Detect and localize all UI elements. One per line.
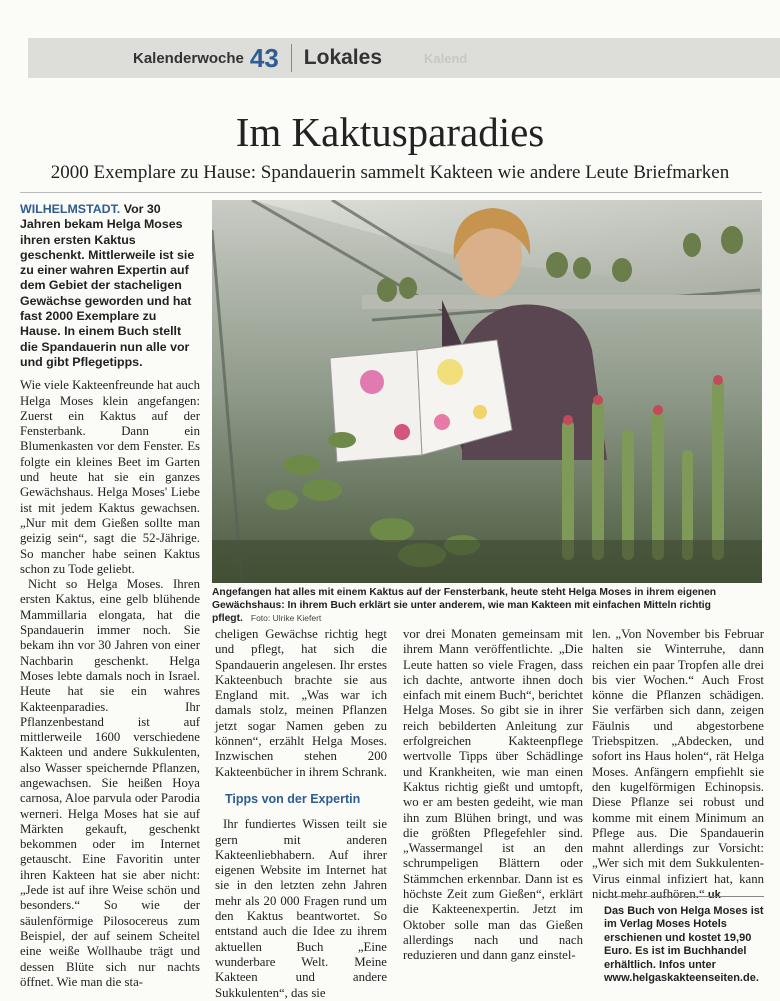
closing-text: len. „Von November bis Februar halten sie Winterruhe, dann reichen ein paar Tropfen alle drei bis vier Wochen.“ Auch Frost könne die Pflanzen schädigen. Sie verfärben sich dann, zeigen Fäulnis und abgestorbene Triebspitzen. „Abdecken, und sofort ins Haus holen“, rät Helga Moses. Anfängern empfiehlt sie den kugelförmigen Echinopsis. Diese Pflanze sei robust und komme mit einem Minimum an Pflege aus. Die Spandauerin mahnt allerdings zur Vorsicht: „Wer sich mit dem Sukkulenten-Virus einmal infiziert hat, kann nicht mehr aufhören.“: [592, 627, 764, 902]
lead-paragraph: [20, 202, 200, 370]
photo-credit: Foto: Ulrike Kiefert: [250, 613, 322, 623]
article-column-4: [592, 627, 764, 903]
week-label: Kalenderwoche: [133, 49, 244, 67]
subheadline: 2000 Exemplare zu Hause: Spandauerin sammelt Kakteen wie andere Leute Briefmarken: [50, 162, 730, 183]
dateline: WILHELMSTADT.: [20, 202, 121, 216]
photo-caption: [212, 586, 762, 625]
body-paragraph: vor drei Monaten gemeinsam mit ihrem Mann veröffentlichte. „Die Leute hatten so viele Fragen, dass ich dachte, antworte ihnen doch einfach mit einem Buch“, berichtet Helga Moses. So gibt sie in ihrer reich bebilderten Anleitung zur erfolgreichen Kakteenpflege wertvolle Tipps über Schädlinge und Krankheiten, wie man einen Kaktus richtig gießt und umtopft, wo er am besten gedeiht, wie man ihn zum Blühen bringt, und was die größten Pflegefehler sind. „Wassermangel ist an den schrumpeligen Blättern oder Stämmchen erkennbar. Dann ist es höchste Zeit zum Gießen“, erklärt die Kakteenexpertin. Jetzt im Oktober solle man das Gießen allerdings nach und nach reduzieren und dann ganz einstel-: [403, 627, 583, 963]
week-number: 43: [249, 42, 279, 73]
article-column-2: [215, 627, 387, 1001]
article-column-1: [20, 202, 200, 990]
article-photo: [212, 200, 762, 583]
body-paragraph: Nicht so Helga Moses. Ihren ersten Kaktus, eine gelb blühende Mammillaria elongata, hat die Spandauerin immer noch. Sie bekam ihn vor 30 Jahren von einer Nachbarin geschenkt. Helga Moses lebte damals noch in Israel. Heute hat sie ein wahres Kakteenparadies. Ihr Pflanzenbestand ist auf mittlerweile 1600 verschiedene Kakteen und andere Sukkulenten, also Wasser speichernde Pflanzen, angewachsen. Sie heißen Hoya carnosa, Aloe parvula oder Parodia werneri. Helga Moses hat sie auf Märkten gekauft, geschenkt bekommen oder im Internet getauscht. Eine Favoritin unter ihren Kakteen hat sie aber nicht: „Jede ist auf ihre Weise schön und besonders.“ So wie der säulenförmige Pilosocereus zum Beispiel, der auf seinem Scheitel eine weiße Wollhaube trägt und dessen Blüte sich nur nachts öffnet. Wie man die sta-: [20, 577, 200, 989]
caption-text: Angefangen hat alles mit einem Kaktus auf der Fensterbank, heute steht Helga Moses in ihrem eigenen Gewächshaus: In ihrem Buch erklärt sie unter anderem, wie man Kakteen mit einfachen Mitteln richtig pflegt.: [212, 587, 717, 624]
header-divider: [291, 44, 292, 72]
article-column-3: [403, 627, 583, 964]
headline-rule: [20, 192, 762, 193]
greenhouse-photo-illustration: [212, 200, 762, 583]
subheading: Tipps von der Expertin: [225, 791, 361, 806]
body-paragraph: [592, 627, 764, 903]
section-title: Lokales: [303, 46, 383, 69]
body-paragraph: Ihr fundiertes Wissen teilt sie gern mit anderen Kakteenliebhabern. Auf ihrer eigenen Website im Internet hat sie in den letzten zehn Jahren mehr als 20 000 Fragen rund um den Kaktus beantwortet. So entstand auch die Idee zu ihrem aktuellen Buch „Eine wunderbare Welt. Meine Kakteen und andere Sukkulenten“, das sie: [215, 817, 387, 1000]
headline: Im Kaktusparadies: [235, 109, 545, 155]
author-initials: uk: [707, 889, 721, 902]
section-header: [28, 38, 780, 78]
body-paragraph: Wie viele Kakteenfreunde hat auch Helga Moses klein angefangen: Zuerst ein Kaktus auf der Fensterbank. Dann ein Blumenkasten vor dem Fenster. Es folgte ein kleines Beet im Garten und heute hat sie ein ganzes Gewächshaus. Helga Moses' Liebe ist mit jedem Kaktus gewachsen. „Nur mit dem Gießen sollte man geizig sein“, sagt die 52-Jährige. So mancher habe seinen Kaktus schon zu Tode geliebt.: [20, 378, 200, 576]
body-paragraph: cheligen Gewächse richtig hegt und pflegt, hat sich die Spandauerin angelesen. Ihr erstes Kakteenbuch brachte sie aus England mit. „Was war ich damals stolz, meinen Pflanzen jetzt sogar Namen geben zu können“, erzählt Helga Moses. Inzwischen stehen 200 Kakteenbücher in ihrem Schrank.: [215, 627, 387, 779]
bleed-through-text: Kalend: [424, 50, 468, 66]
book-info-box: Das Buch von Helga Moses ist im Verlag Moses Hotels erschienen und kostet 19,90 Euro. Es ist im Buchhandel erhältlich. Infos unter www.helgaskakteenseiten.de.: [604, 896, 764, 985]
lead-text: Vor 30 Jahren bekam Helga Moses ihren ersten Kaktus geschenkt. Mittlerweile ist sie zu einer wahren Expertin auf dem Gebiet der stacheligen Gewächse geworden und hat fast 2000 Exemplare zu Hause. In einem Buch stellt die Spandauerin nun alle vor und gibt Pflegetipps.: [20, 202, 195, 369]
